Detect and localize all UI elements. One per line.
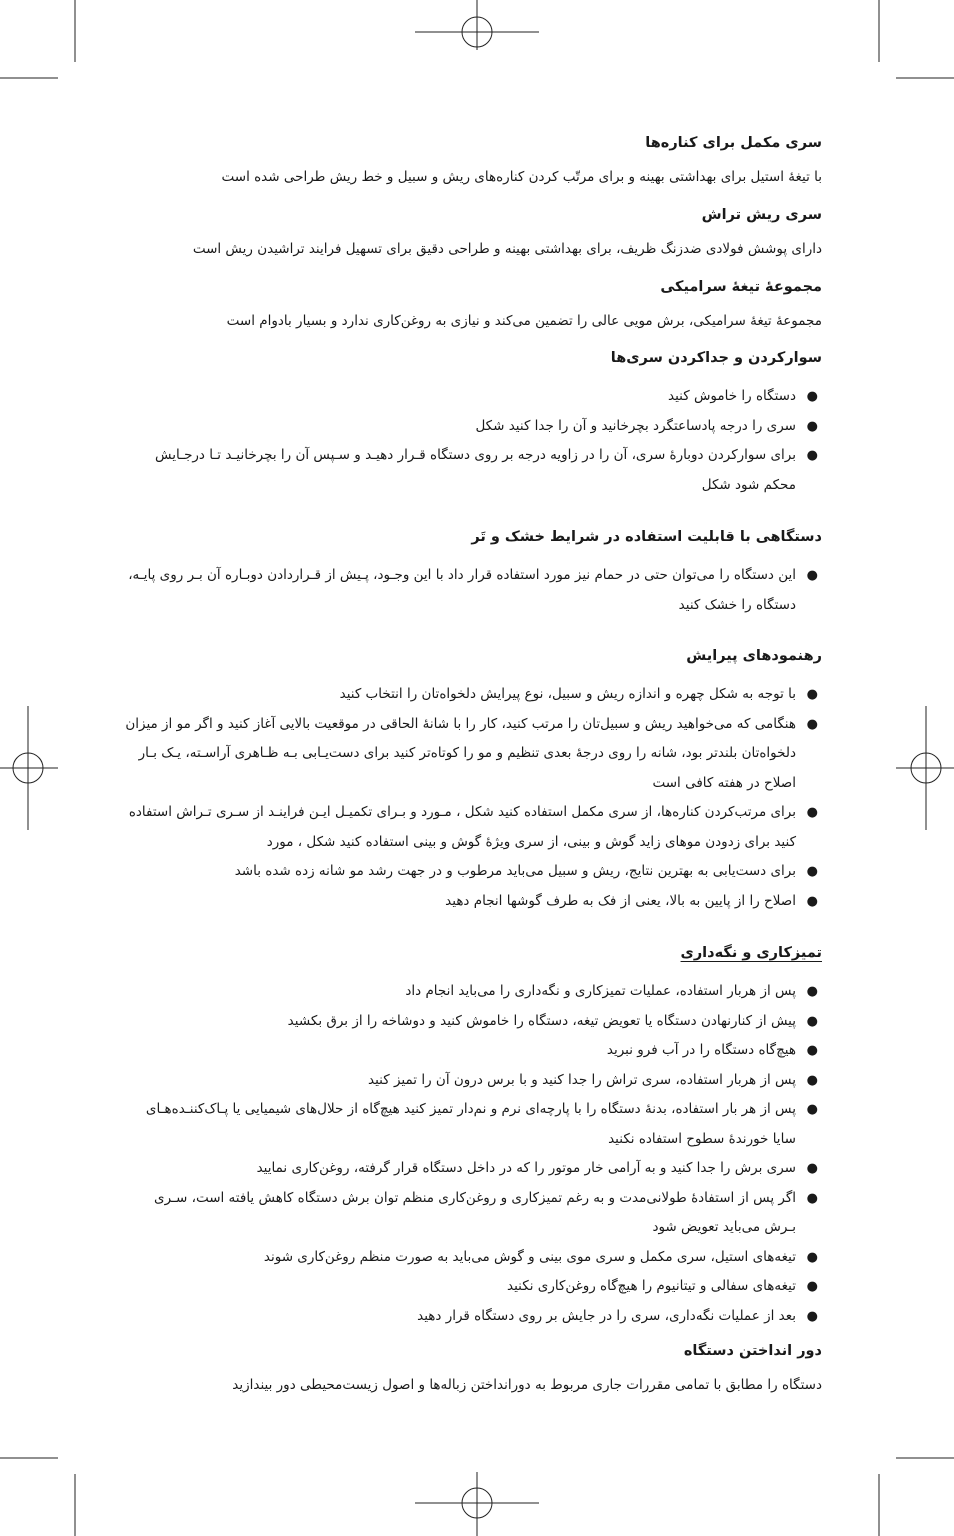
bullet-list: [122, 382, 822, 500]
list-item: [122, 1243, 822, 1273]
section-paragraph: با تیغهٔ استیل برای بهداشتی بهینه و برای مرتّب کردن کناره‌های ریش و سبیل و خط ریش طراحی شده است: [221, 169, 822, 185]
list-item-text: با توجه به شکل چهره و اندازه ریش و سبیل، نوع پیرایش دلخواه‌تان را انتخاب کنید: [339, 686, 796, 702]
list-item-text: تیغه‌های استیل، سری مکمل و سری موی بینی و گوش می‌باید به صورت منظم روغن‌کاری شوند: [263, 1248, 796, 1265]
section-wet-dry: [122, 527, 822, 620]
list-item: [122, 710, 822, 799]
bullet-icon: ●: [806, 1013, 818, 1029]
list-item-text: پس از هربار استفاده، سری تراش را جدا کنید و با برس درون آن را تمیز کنید: [368, 1071, 796, 1088]
list-item: [122, 887, 822, 917]
list-item: [122, 1007, 822, 1037]
bullet-icon: ●: [806, 1102, 818, 1117]
list-item-text: پس از هربار استفاده، عملیات تمیزکاری و نگه‌داری را می‌باید انجام داد: [405, 983, 796, 999]
bullet-icon: ●: [806, 864, 818, 879]
list-item-text: برای مرتب‌کردن کناره‌ها، از سری مکمل استفاده کنید شکل ، مـورد و بـرای تکمیـل ایـن فراینـد از سـری تـراش استفاده کنید برای زدودن موهای زاید گوش و بینی، از سری ویژهٔ گوش و بینی استفاده کنید شکل ، مورد: [128, 804, 796, 850]
list-item: [122, 680, 822, 710]
bullet-icon: ●: [806, 418, 818, 434]
section-title: تمیزکاری و نگه‌داری: [680, 945, 822, 961]
list-item-text: دستگاه را خاموش کنید: [668, 388, 796, 404]
list-item-text: اصلاح را از پایین به بالا، یعنی از فک به طرف گوشها انجام دهید: [445, 892, 796, 909]
list-item-text: این دستگاه را می‌توان حتی در حمام نیز مورد استفاده قرار داد با این وجـود، پـیش از قـراردادن دوبـاره آن بـر روی پایـه، دستگاه را خشک کنید: [128, 567, 796, 613]
list-item: [122, 1154, 822, 1184]
section-ceramic-blade: [122, 277, 822, 331]
list-item-text: برای سوارکردن دوبارهٔ سری، آن را در زاویه درجه بر روی دستگاه قـرار دهیـد و سـپس آن را بچرخانیـد تـا درجـایش محکم شود شکل: [155, 447, 796, 493]
section-title: سری ریش تراش: [701, 207, 822, 223]
section-disposal: [122, 1341, 822, 1395]
list-item: [122, 798, 822, 857]
list-item-text: پیش از کنارنهادن دستگاه یا تعویض تیغه، دستگاه را خاموش کنید و دوشاخه را از برق بکشید: [287, 1012, 796, 1029]
bullet-icon: ●: [806, 1308, 818, 1324]
list-item-text: اگر پس از استفادهٔ طولانی‌مدت و به رغم تمیزکاری و روغن‌کاری منظم توان برش دستگاه کاهش یافته است، سـری بـرش می‌باید تعویض شود: [154, 1189, 796, 1235]
list-item-text: پس از هر بار استفاده، بدنهٔ دستگاه را با پارچه‌ای نرم و نم‌دار تمیز کنید هیچ‌گاه از حلال‌های شیمیایی یا پـاک‌کننـده‌هـای سایا خورندهٔ سطوح استفاده نکنید: [145, 1101, 796, 1147]
section-title: سوارکردن و جداکردن سری‌ها: [610, 350, 822, 366]
section-title: مجموعهٔ تیغهٔ سرامیکی: [660, 279, 822, 295]
bullet-icon: ●: [806, 1249, 818, 1265]
list-item: [122, 857, 822, 887]
section-trimmer-head: [122, 133, 822, 187]
list-item-text: هنگامی که می‌خواهید ریش و سبیل‌تان را مرتب کنید، کار را با شانهٔ الحاقی در موقعیت بالایی آغاز کنید و اگر مو از میزان دلخواه‌تان بلندتر بود، شانه را روی درجهٔ بعدی تنظیم و مو را کوتاه‌تر کنید برای دست‌یـابی بـه ظـاهری آراسـته، یـک بـار اصلاح در هفته کافی است: [125, 715, 796, 791]
section-trimming-tips: [122, 646, 822, 916]
list-item: [122, 561, 822, 620]
section-shaver-head: [122, 205, 822, 259]
bullet-list: [122, 977, 822, 1331]
bullet-icon: ●: [806, 448, 818, 463]
list-item-text: برای دست‌یابی به بهترین نتایج، ریش و سبیل می‌باید مرطوب و در جهت رشد مو شانه زده شده باشد: [234, 863, 796, 879]
bullet-icon: ●: [806, 1190, 818, 1206]
section-paragraph: دستگاه را مطابق با تمامی مقررات جاری مربوط به دورانداختن زباله‌ها و اصول زیست‌محیطی دور بیندازید: [232, 1377, 822, 1393]
list-item: [122, 1302, 822, 1332]
bullet-icon: ●: [806, 1279, 818, 1294]
bullet-list: [122, 561, 822, 620]
section-attach-detach: [122, 348, 822, 500]
bullet-icon: ●: [806, 805, 818, 820]
list-item: [122, 1066, 822, 1096]
section-title: دور انداختن دستگاه: [683, 1343, 822, 1359]
bullet-icon: ●: [806, 568, 818, 583]
list-item: [122, 1272, 822, 1302]
list-item: [122, 412, 822, 442]
list-item: [122, 1036, 822, 1066]
list-item: [122, 441, 822, 500]
bullet-icon: ●: [806, 893, 818, 909]
section-title: سری مکمل برای کناره‌ها: [645, 135, 822, 151]
section-paragraph: مجموعهٔ تیغهٔ سرامیکی، برش مویی عالی را تضمین می‌کند و نیازی به روغن‌کاری ندارد و بسیار بادوام است: [226, 313, 822, 329]
bullet-icon: ●: [806, 389, 818, 404]
bullet-icon: ●: [806, 1072, 818, 1088]
bullet-icon: ●: [806, 1043, 818, 1058]
section-cleaning-maintenance: [122, 943, 822, 1331]
list-item-text: سری را درجه پادساعتگرد بچرخانید و آن را جدا کنید شکل: [475, 417, 796, 434]
list-item-text: سری برش را جدا کنید و به آرامی خار موتور را که در داخل دستگاه قرار گرفته، روغن‌کاری نمایید: [256, 1160, 796, 1176]
list-item: [122, 977, 822, 1007]
list-item-text: تیغه‌های سفالی و تیتانیوم را هیچ‌گاه روغن‌کاری نکنید: [507, 1278, 796, 1294]
section-paragraph: دارای پوشش فولادی ضدزنگ ظریف، برای بهداشتی بهینه و طراحی دقیق برای تسهیل فرایند تراشیدن ریش است: [192, 241, 822, 257]
bullet-icon: ●: [806, 687, 818, 702]
section-title: رهنمودهای پیرایش: [686, 648, 822, 664]
section-title: دستگاهی با قابلیت استفاده در شرایط خشک و تَر: [471, 529, 822, 545]
list-item-text: بعد از عملیات نگه‌داری، سری را در جایش بر روی دستگاه قرار دهید: [417, 1307, 796, 1324]
list-item: [122, 1095, 822, 1154]
bullet-icon: ●: [806, 716, 818, 732]
bullet-icon: ●: [806, 1161, 818, 1176]
list-item-text: هیچ‌گاه دستگاه را در آب فرو نبرید: [606, 1042, 796, 1058]
bullet-list: [122, 680, 822, 916]
list-item: [122, 382, 822, 412]
bullet-icon: ●: [806, 984, 818, 999]
list-item: [122, 1184, 822, 1243]
